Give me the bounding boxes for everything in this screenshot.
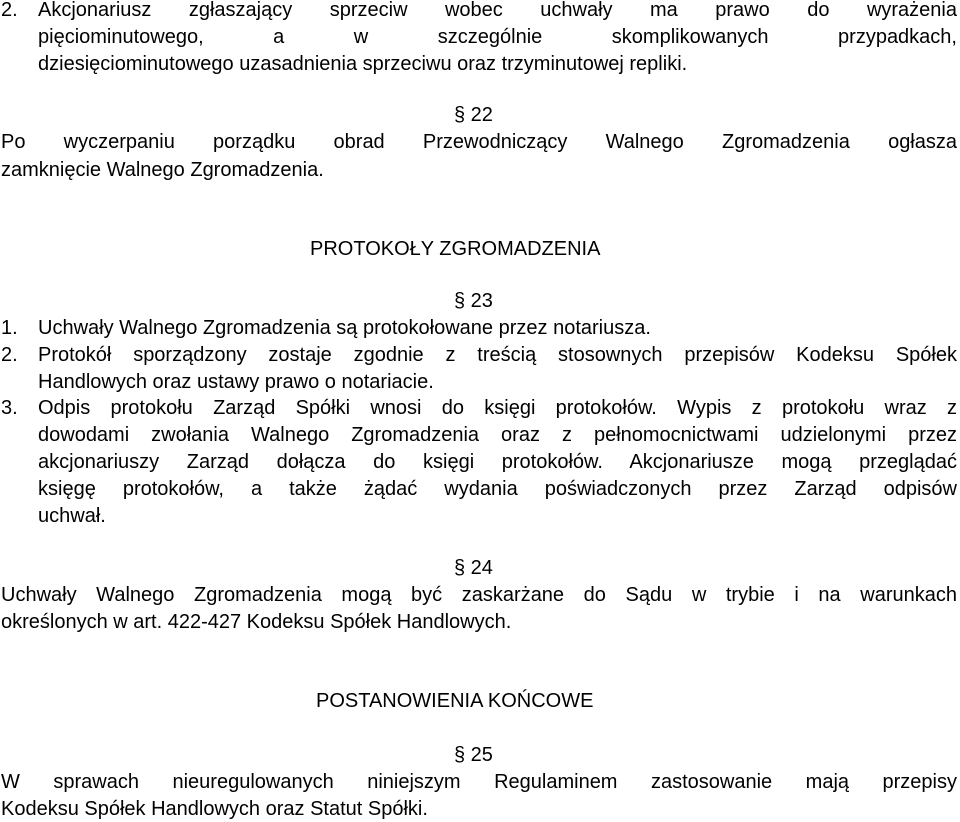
item-23-3-number: 3. bbox=[1, 397, 18, 419]
section-25-heading: § 25 bbox=[454, 744, 493, 766]
item-23-3-line-2: dowodami zwołania Walnego Zgromadzenia oraz z pełnomocnictwami udzielonymi przez bbox=[38, 424, 957, 446]
section-24-heading: § 24 bbox=[454, 557, 493, 579]
section-22-heading: § 22 bbox=[454, 104, 493, 126]
item-2-line-2: pięciominutowego, a w szczególnie skomplikowanych przypadkach, bbox=[38, 26, 957, 48]
item-2-line-3: dziesięciominutowego uzasadnienia sprzeciwu oraz trzyminutowej repliki. bbox=[38, 53, 688, 75]
item-2-line-1: Akcjonariusz zgłaszający sprzeciw wobec uchwały ma prawo do wyrażenia bbox=[38, 0, 957, 21]
section-22-line-2: zamknięcie Walnego Zgromadzenia. bbox=[1, 159, 324, 181]
item-23-1-line-1: Uchwały Walnego Zgromadzenia są protokołowane przez notariusza. bbox=[38, 317, 651, 339]
item-23-3-line-5: uchwał. bbox=[38, 505, 106, 527]
section-24-line-2: określonych w art. 422-427 Kodeksu Spółek Handlowych. bbox=[1, 611, 512, 633]
section-23-heading: § 23 bbox=[454, 290, 493, 312]
section-24-line-1: Uchwały Walnego Zgromadzenia mogą być zaskarżane do Sądu w trybie i na warunkach bbox=[1, 584, 957, 606]
item-23-2-line-1: Protokół sporządzony zostaje zgodnie z treścią stosownych przepisów Kodeksu Spółek bbox=[38, 344, 957, 366]
item-23-1-number: 1. bbox=[1, 317, 18, 339]
item-23-3-line-1: Odpis protokołu Zarząd Spółki wnosi do księgi protokołów. Wypis z protokołu wraz z bbox=[38, 397, 957, 419]
section-22-line-1: Po wyczerpaniu porządku obrad Przewodniczący Walnego Zgromadzenia ogłasza bbox=[1, 131, 957, 153]
postanowienia-title: POSTANOWIENIA KOŃCOWE bbox=[316, 690, 594, 712]
section-25-line-2: Kodeksu Spółek Handlowych oraz Statut Spółki. bbox=[1, 798, 428, 820]
protokoly-title: PROTOKOŁY ZGROMADZENIA bbox=[310, 238, 601, 260]
item-23-3-line-3: akcjonariuszy Zarząd dołącza do księgi protokołów. Akcjonariusze mogą przeglądać bbox=[38, 451, 957, 473]
item-23-3-line-4: księgę protokołów, a także żądać wydania poświadczonych przez Zarząd odpisów bbox=[38, 478, 957, 500]
section-25-line-1: W sprawach nieuregulowanych niniejszym Regulaminem zastosowanie mają przepisy bbox=[1, 771, 957, 793]
item-23-2-line-2: Handlowych oraz ustawy prawo o notariacie. bbox=[38, 371, 434, 393]
item-23-2-number: 2. bbox=[1, 344, 18, 366]
item-2-number: 2. bbox=[1, 0, 18, 21]
